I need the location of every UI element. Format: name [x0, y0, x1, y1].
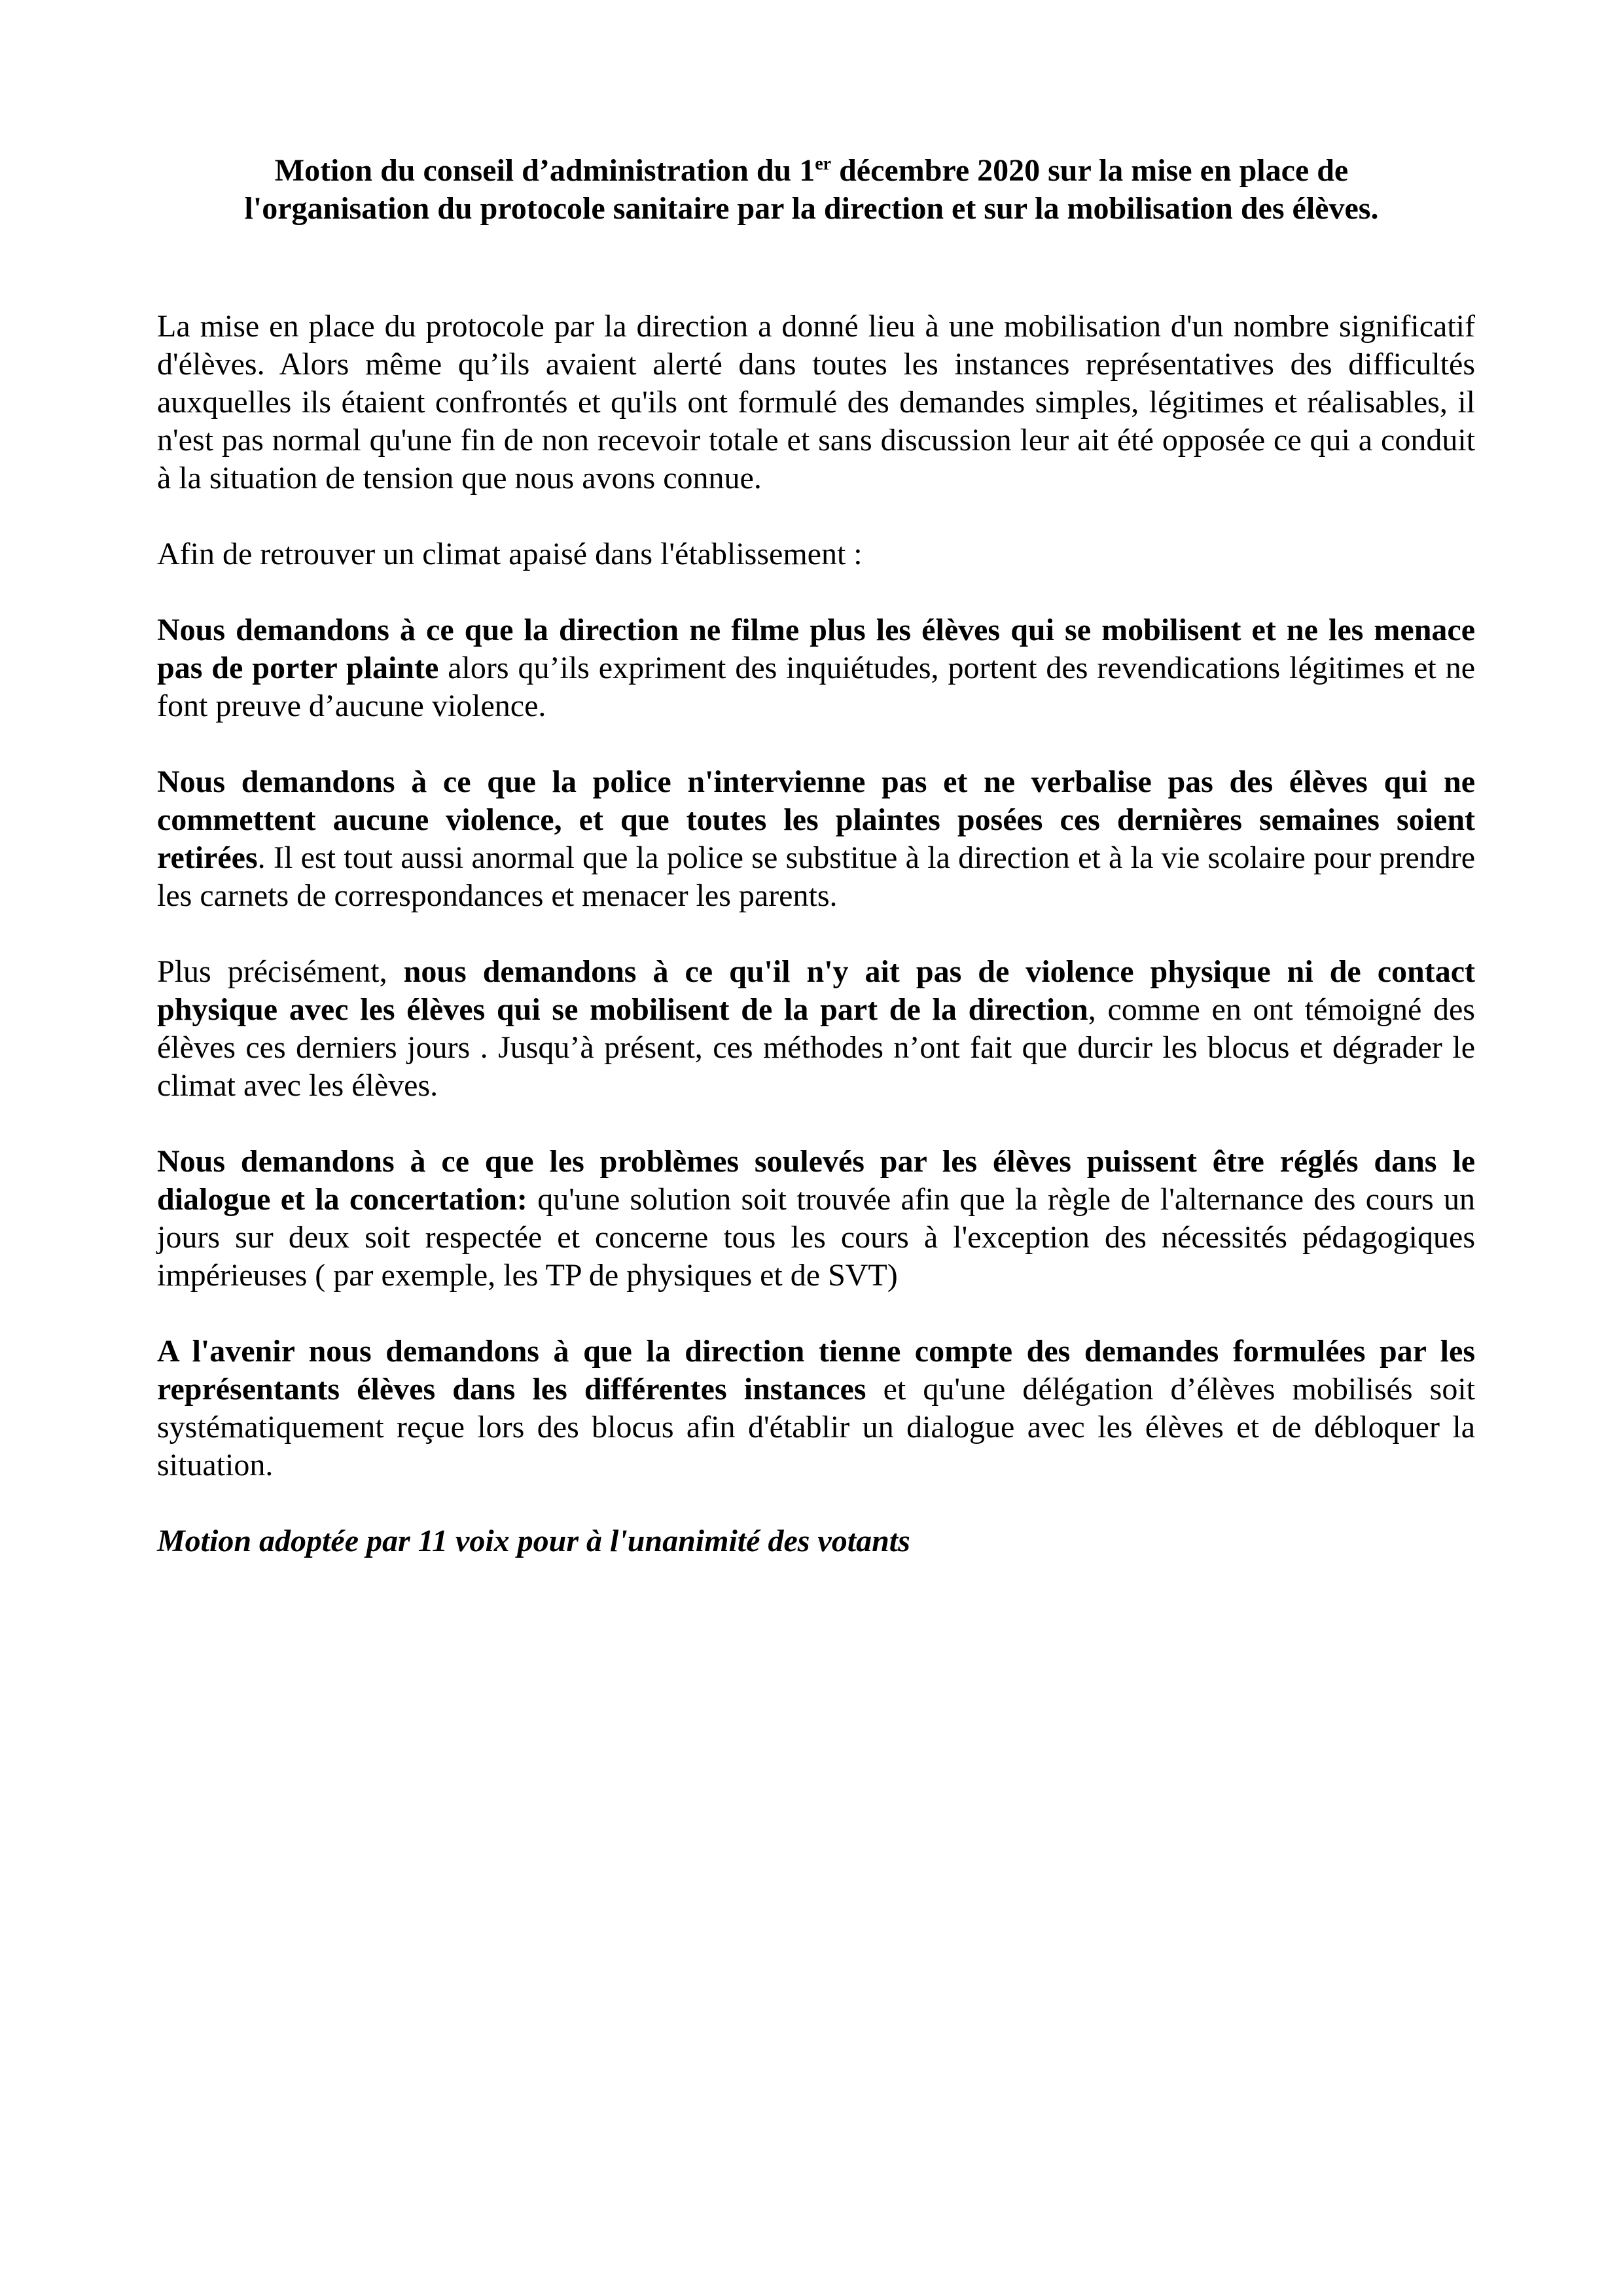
document-title [157, 152, 1466, 228]
paragraph-intro-text: La mise en place du protocole par la direction a donné lieu à une mobilisation d'un nombre significatif d'élèves. Alors même qu’ils avaient alerté dans toutes les instances représentatives des difficultés auxquelles ils étaient confrontés et qu'ils ont formulé des demandes simples, légitimes et réalisables, il n'est pas normal qu'une fin de non recevoir totale et sans discussion leur ait été opposée ce qui a conduit à la situation de tension que nous avons connue. [157, 309, 1475, 495]
document-body [157, 308, 1475, 1598]
demand-police-text: . Il est tout aussi anormal que la police se substitue à la direction et à la vie scolaire pour prendre les carnets de correspondances et menacer les parents. [157, 840, 1475, 913]
demand-future-bold: A l'avenir nous demandons à que la direction tienne compte des demandes formulées par les représentants élèves dans les différentes instances [157, 1334, 1475, 1407]
closing-vote-result: Motion adoptée par 11 voix pour à l'unanimité des votants [157, 1524, 910, 1558]
demand-filming-text: alors qu’ils expriment des inquiétudes, portent des revendications légitimes et ne font preuve d’aucune violence. [157, 651, 1475, 723]
paragraph-demand-dialogue [157, 1143, 1475, 1295]
demand-dialogue-text: qu'une solution soit trouvée afin que la règle de l'alternance des cours un jours sur deux soit respectée et concerne tous les cours à l'exception des nécessités pédagogiques impérieuses ( par exemple, les TP de physiques et de SVT) [157, 1182, 1476, 1293]
title-text-part2: décembre 2020 sur la mise en place de [831, 153, 1349, 188]
demand-future-text: et qu'une délégation d’élèves mobilisés soit systématiquement reçue lors des blocus afin d'établir un dialogue avec les élèves et de débloquer la situation. [157, 1372, 1476, 1482]
demand-police-bold: Nous demandons à ce que la police n'intervienne pas et ne verbalise pas des élèves qui ne commettent aucune violence, et que toutes les plaintes posées ces dernières semaines soient retirées [157, 764, 1475, 875]
paragraph-demand-police [157, 763, 1475, 915]
demand-dialogue-bold: Nous demandons à ce que les problèmes soulevés par les élèves puissent être réglés dans le dialogue et la concertation: [157, 1144, 1475, 1217]
demand-filming-bold: Nous demandons à ce que la direction ne filme plus les élèves qui se mobilisent et ne les menace pas de porter plainte [157, 613, 1475, 685]
paragraph-demand-violence [157, 953, 1475, 1105]
title-text-part1: Motion du conseil d’administration du 1 [274, 153, 815, 188]
title-superscript: er [815, 154, 832, 174]
demand-violence-start: Plus précisément, [157, 954, 404, 989]
paragraph-intro [157, 308, 1475, 497]
title-text-line2: l'organisation du protocole sanitaire par la direction et sur la mobilisation des élèves. [244, 191, 1379, 226]
paragraph-closing [157, 1522, 1475, 1560]
demand-violence-bold: nous demandons à ce qu'il n'y ait pas de violence physique ni de contact physique avec les élèves qui se mobilisent de la part de la direction [157, 954, 1475, 1027]
demand-violence-text: , comme en ont témoigné des élèves ces derniers jours . Jusqu’à présent, ces méthodes n’ont fait que durcir les blocus et dégrader le climat avec les élèves. [157, 992, 1475, 1103]
paragraph-demand-filming [157, 611, 1475, 725]
paragraph-demand-future [157, 1333, 1475, 1484]
paragraph-aim-text: Afin de retrouver un climat apaisé dans l'établissement : [157, 537, 863, 571]
paragraph-aim [157, 535, 1475, 573]
